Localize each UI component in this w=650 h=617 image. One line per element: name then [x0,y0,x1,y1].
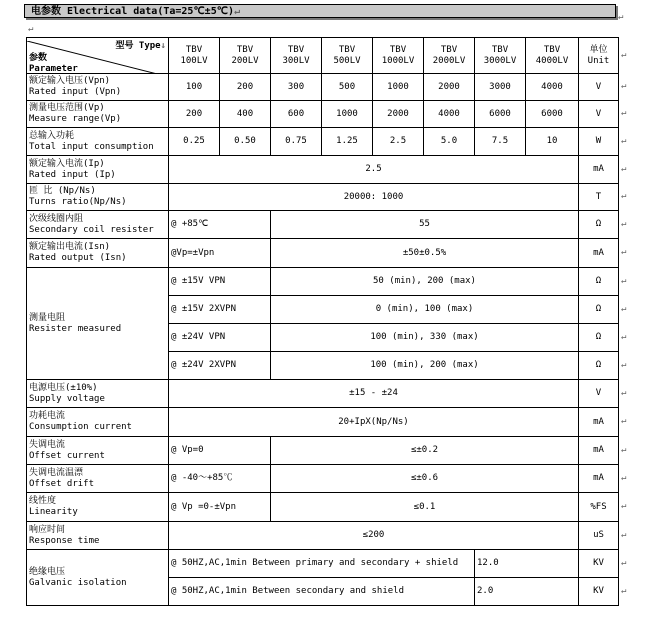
table-row [27,380,619,408]
table-row [27,128,619,156]
unit-header: 单位 Unit [579,38,619,74]
table-row [27,437,619,465]
value-cell: 0.75 [271,128,322,156]
model-header: TBV 3000LV [475,38,526,74]
table-row [27,465,619,493]
row-end-mark: ↵ [621,49,627,60]
unit-cell: KV [579,550,619,578]
table-row [27,156,619,184]
value-cell: 500 [322,74,373,101]
value-cell: 1.25 [322,128,373,156]
value-cell: 100 (min), 330 (max) [271,324,579,352]
param-name: 测量电压范围(Vp) Measure range(Vp) [27,101,169,128]
value-cell: ±15 - ±24 [169,380,579,408]
param-name: 响应时间 Response time [27,522,169,550]
row-end-mark: ↵ [621,472,627,483]
value-cell: 4000 [526,74,579,101]
unit-cell: V [579,101,619,128]
header-row [27,38,619,74]
value-cell: 0 (min), 100 (max) [271,296,579,324]
param-name: 线性度 Linearity [27,493,169,522]
value-cell: 2.0 [475,578,579,606]
row-end-mark: ↵ [621,163,627,174]
condition-cell: @ ±15V VPN [169,268,271,296]
model-header: TBV 4000LV [526,38,579,74]
value-cell: 6000 [526,101,579,128]
electrical-data-table [26,37,619,606]
condition-cell: @ ±15V 2XVPN [169,296,271,324]
value-cell: 6000 [475,101,526,128]
param-name: 失调电流 Offset current [27,437,169,465]
unit-cell: mA [579,408,619,437]
unit-cell: V [579,74,619,101]
table-row [27,550,619,578]
param-name: 绝缘电压 Galvanic isolation [27,550,169,606]
value-cell: 0.25 [169,128,220,156]
condition-cell: @ Vp =0-±Vpn [169,493,271,522]
row-end-mark: ↵ [621,387,627,398]
row-end-mark: ↵ [621,218,627,229]
table-row [27,493,619,522]
value-cell: 3000 [475,74,526,101]
row-end-mark: ↵ [621,529,627,540]
table-row [27,408,619,437]
row-end-mark: ↵ [621,275,627,286]
value-cell: ≤±0.6 [271,465,579,493]
value-cell: 50 (min), 200 (max) [271,268,579,296]
diagonal-header-cell [27,38,169,74]
value-cell: 20000: 1000 [169,184,579,211]
condition-cell: @ Vp=0 [169,437,271,465]
unit-cell: W [579,128,619,156]
row-end-mark: ↵ [621,108,627,118]
unit-cell: Ω [579,296,619,324]
table-row [27,239,619,268]
param-name: 次级线圈内阻 Secondary coil resister [27,211,169,239]
unit-cell: Ω [579,211,619,239]
unit-cell: KV [579,578,619,606]
unit-cell: V [579,380,619,408]
unit-cell: uS [579,522,619,550]
unit-cell: T [579,184,619,211]
model-header: TBV 100LV [169,38,220,74]
unit-cell: Ω [579,324,619,352]
type-label: 型号 Type↓ [115,40,166,51]
table-row [27,184,619,211]
unit-cell: Ω [579,268,619,296]
table-row [27,74,619,101]
value-cell: 2000 [424,74,475,101]
table-row [27,211,619,239]
value-cell: 12.0 [475,550,579,578]
unit-cell: Ω [579,352,619,380]
model-header: TBV 1000LV [373,38,424,74]
table-row [27,522,619,550]
value-cell: 5.0 [424,128,475,156]
value-cell: 2.5 [169,156,579,184]
row-end-mark: ↵ [621,416,627,426]
condition-cell: @ -40～+85℃ [169,465,271,493]
value-cell: 1000 [322,101,373,128]
unit-cell: mA [579,156,619,184]
row-end-mark: ↵ [621,81,627,91]
condition-cell: @ ±24V 2XVPN [169,352,271,380]
value-cell: 20+IpX(Np/Ns) [169,408,579,437]
model-header: TBV 200LV [220,38,271,74]
condition-cell: @ 50HZ,AC,1min Between primary and secondary + shield [169,550,475,578]
model-header: TBV 500LV [322,38,373,74]
value-cell: 2000 [373,101,424,128]
section-title: 电参数 Electrical data(Ta=25℃±5℃)↵ [24,4,616,18]
condition-cell: @Vp=±Vpn [169,239,271,268]
param-name: 失调电流温漂 Offset drift [27,465,169,493]
value-cell: 200 [169,101,220,128]
value-cell: 55 [271,211,579,239]
row-end-mark: ↵ [621,303,627,314]
value-cell: 100 (min), 200 (max) [271,352,579,380]
row-end-mark: ↵ [621,557,627,568]
param-name: 电源电压(±10%) Supply voltage [27,380,169,408]
value-cell: 4000 [424,101,475,128]
value-cell: 100 [169,74,220,101]
value-cell: 2.5 [373,128,424,156]
value-cell: 10 [526,128,579,156]
condition-cell: @ ±24V VPN [169,324,271,352]
value-cell: ≤±0.2 [271,437,579,465]
row-end-mark: ↵ [621,501,627,511]
value-cell: 400 [220,101,271,128]
table-row [27,268,619,296]
model-header: TBV 2000LV [424,38,475,74]
param-cn: 参数 [29,52,48,63]
value-cell: ≤0.1 [271,493,579,522]
param-name: 匝 比 (Np/Ns) Turns ratio(Np/Ns) [27,184,169,211]
value-cell: 600 [271,101,322,128]
value-cell: 300 [271,74,322,101]
value-cell: 200 [220,74,271,101]
param-name: 额定输入电流(Ip) Rated input (Ip) [27,156,169,184]
condition-cell: @ +85℃ [169,211,271,239]
row-end-mark: ↵ [621,135,627,146]
value-cell: ±50±0.5% [271,239,579,268]
row-end-mark: ↵ [621,444,627,455]
paragraph-mark: ↵ [618,12,624,22]
value-cell: ≤200 [169,522,579,550]
value-cell: 0.50 [220,128,271,156]
row-end-mark: ↵ [621,585,627,596]
value-cell: 1000 [373,74,424,101]
param-name: 功耗电流 Consumption current [27,408,169,437]
table-row [27,101,619,128]
unit-cell: mA [579,465,619,493]
row-end-mark: ↵ [621,247,627,257]
param-en: Parameter [29,63,78,74]
unit-cell: mA [579,239,619,268]
unit-cell: mA [579,437,619,465]
param-name: 测量电阻 Resister measured [27,268,169,380]
model-header: TBV 300LV [271,38,322,74]
unit-cell: %FS [579,493,619,522]
row-end-mark: ↵ [621,191,627,201]
param-name: 总输入功耗 Total input consumption [27,128,169,156]
param-name: 额定输入电压(Vpn) Rated input (Vpn) [27,74,169,101]
row-end-mark: ↵ [621,331,627,342]
param-name: 额定输出电流(Isn) Rated output (Isn) [27,239,169,268]
row-end-mark: ↵ [621,359,627,370]
condition-cell: @ 50HZ,AC,1min Between secondary and shield [169,578,475,606]
value-cell: 7.5 [475,128,526,156]
paragraph-mark: ↵ [28,24,34,34]
